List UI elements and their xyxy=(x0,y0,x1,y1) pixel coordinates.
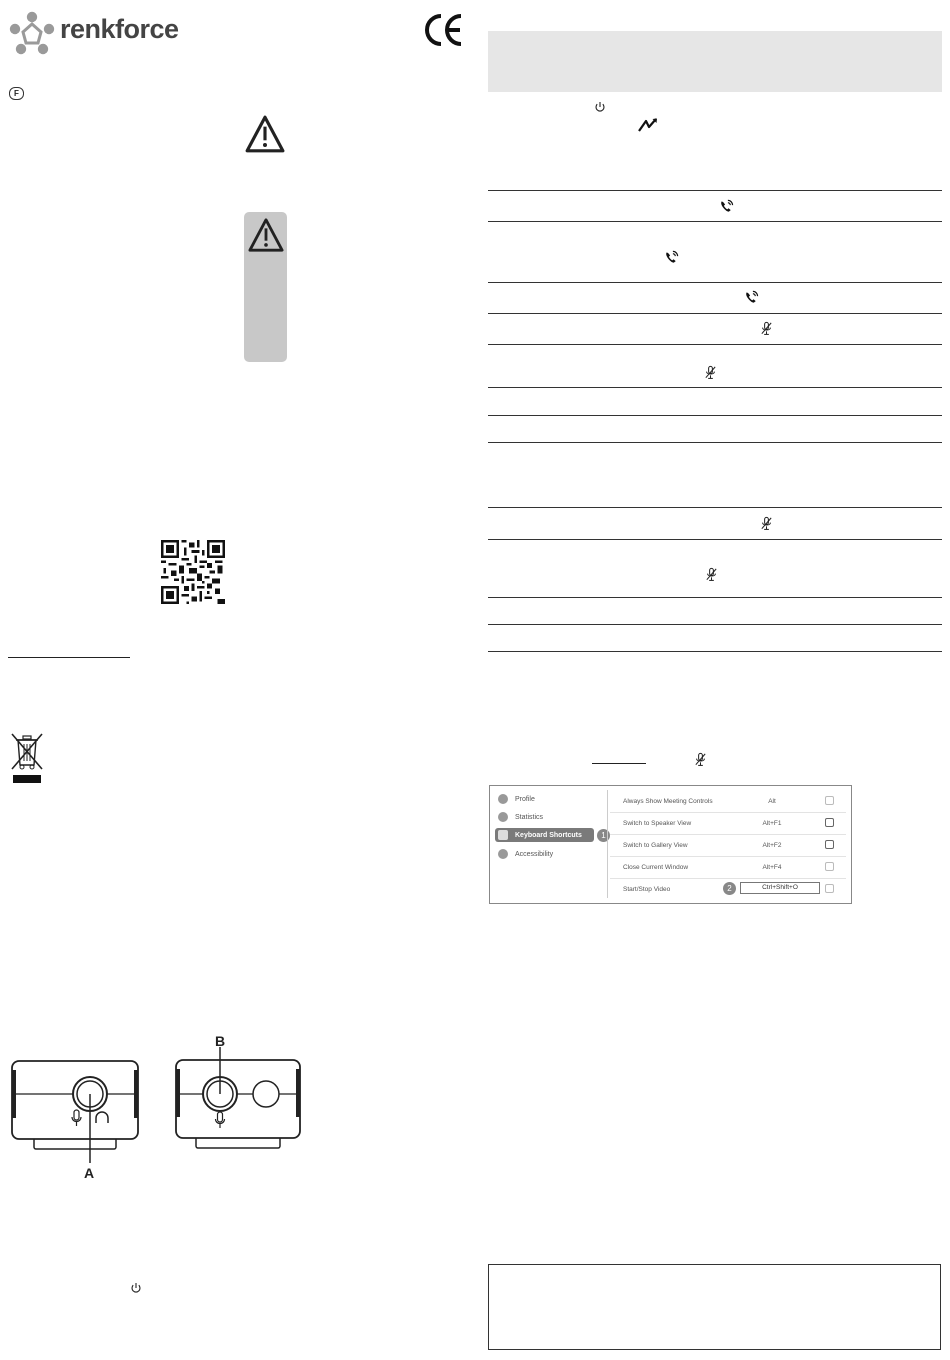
user-icon xyxy=(498,794,508,804)
shortcut-key-input[interactable]: Ctrl+Shift+O xyxy=(740,882,820,894)
qr-code-icon xyxy=(161,540,225,604)
settings-panel-screenshot xyxy=(489,785,852,904)
info-box xyxy=(488,1264,941,1350)
mic-off-icon xyxy=(759,321,774,336)
power-icon xyxy=(130,1282,142,1294)
shortcut-checkbox[interactable] xyxy=(825,862,834,871)
device-front-jack-diagram xyxy=(10,1055,140,1185)
table-rule xyxy=(488,344,942,345)
shortcut-checkbox[interactable] xyxy=(825,818,834,827)
phone-call-icon xyxy=(719,199,734,214)
nav-item-keyboard-shortcuts[interactable] xyxy=(495,828,594,842)
label-a: A xyxy=(84,1165,95,1181)
device-back-jack-diagram xyxy=(172,1034,304,1158)
stats-icon xyxy=(498,812,508,822)
table-rule xyxy=(488,539,942,540)
link-underline xyxy=(592,763,646,764)
phone-call-icon xyxy=(664,250,679,265)
nav-item-accessibility[interactable] xyxy=(498,847,553,861)
table-rule xyxy=(488,313,942,314)
language-badge: F xyxy=(9,87,24,100)
shortcut-row[interactable] xyxy=(610,790,846,813)
label-b: B xyxy=(215,1033,226,1049)
shortcut-checkbox[interactable] xyxy=(825,884,834,893)
table-rule xyxy=(488,597,942,598)
shortcut-key: Alt+F4 xyxy=(762,864,782,871)
link-underline xyxy=(8,657,130,658)
signal-icon xyxy=(637,118,659,132)
table-rule xyxy=(488,651,942,652)
warning-triangle-icon xyxy=(247,217,285,253)
step-badge-2: 2 xyxy=(723,882,736,895)
shortcut-row[interactable] xyxy=(610,878,846,900)
warning-triangle-icon xyxy=(244,114,286,154)
mic-off-icon xyxy=(693,752,708,767)
shortcut-checkbox[interactable] xyxy=(825,796,834,805)
nav-item-profile[interactable] xyxy=(498,792,535,806)
shortcut-row[interactable] xyxy=(610,812,846,835)
shortcut-row[interactable] xyxy=(610,834,846,857)
shortcut-name: Close Current Window xyxy=(623,864,689,871)
brand-name: renkforce xyxy=(60,14,179,44)
panel-divider xyxy=(607,790,608,898)
table-rule xyxy=(488,507,942,508)
shortcut-name: Start/Stop Video xyxy=(623,886,671,893)
renkforce-logo-icon xyxy=(8,10,56,58)
table-rule xyxy=(488,442,942,443)
nav-item-label: Statistics xyxy=(515,813,544,821)
mic-off-icon xyxy=(759,516,774,531)
shortcut-row[interactable] xyxy=(610,856,846,879)
keyboard-icon xyxy=(498,830,508,840)
section-header-band xyxy=(488,31,942,92)
step-badge-1: 1 xyxy=(597,829,610,842)
table-rule xyxy=(488,387,942,388)
shortcut-key: Alt+F1 xyxy=(762,820,782,827)
phone-call-icon xyxy=(744,290,759,305)
mic-off-icon xyxy=(704,567,719,582)
nav-item-label: Keyboard Shortcuts xyxy=(515,831,582,839)
shortcut-key: Alt xyxy=(768,798,776,805)
shortcut-checkbox[interactable] xyxy=(825,840,834,849)
table-rule xyxy=(488,415,942,416)
nav-item-label: Accessibility xyxy=(515,850,554,858)
table-rule xyxy=(488,221,942,222)
table-rule xyxy=(488,282,942,283)
table-rule xyxy=(488,190,942,191)
shortcut-name: Switch to Gallery View xyxy=(623,842,688,849)
shortcut-name: Always Show Meeting Controls xyxy=(623,798,713,805)
shortcut-name: Switch to Speaker View xyxy=(623,820,692,827)
nav-item-statistics[interactable] xyxy=(498,810,543,824)
ce-mark-icon xyxy=(425,12,463,48)
power-icon xyxy=(594,101,606,113)
crossed-bin-icon xyxy=(10,731,44,783)
mic-off-icon xyxy=(703,365,718,380)
table-rule xyxy=(488,624,942,625)
shortcut-key: Alt+F2 xyxy=(762,842,782,849)
nav-item-label: Profile xyxy=(515,795,535,803)
accessibility-icon xyxy=(498,849,508,859)
